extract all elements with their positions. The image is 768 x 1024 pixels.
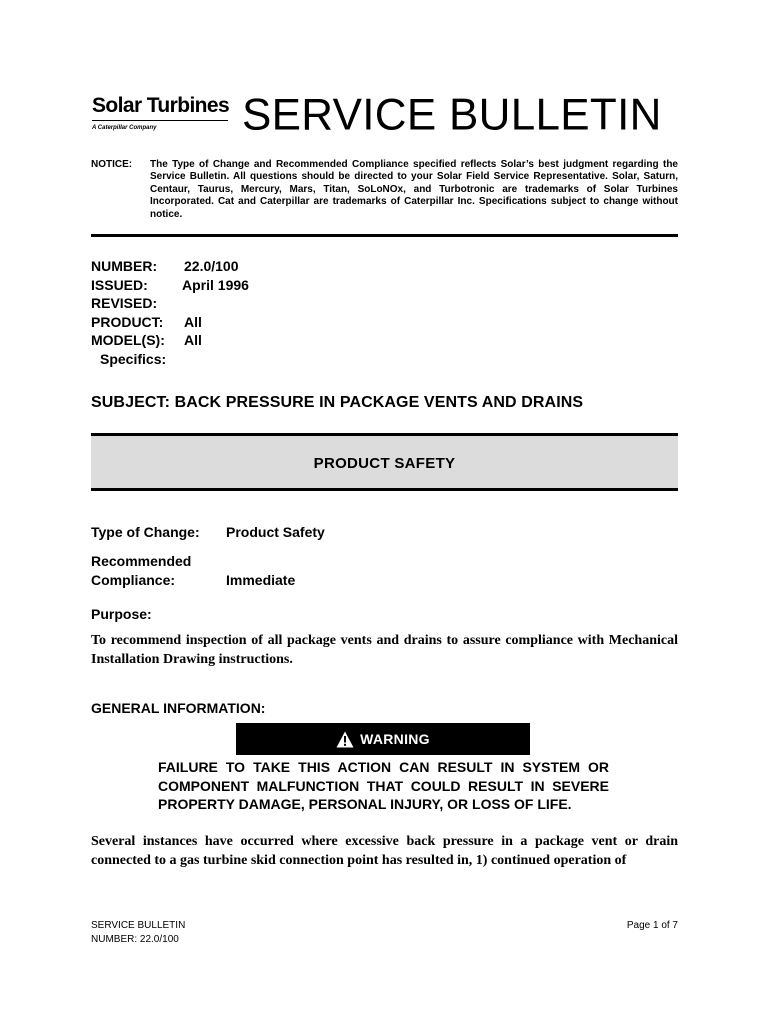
subject-line: SUBJECT: BACK PRESSURE IN PACKAGE VENTS AND DRAINS <box>91 394 584 411</box>
purpose-text: To recommend inspection of all package vents and drains to assure compliance with Mechanical Installation Drawing instructions. <box>91 633 678 667</box>
warning-banner <box>236 723 530 755</box>
compliance-label-line-1: Recommended <box>91 553 192 569</box>
issued-label: ISSUED: <box>91 277 148 293</box>
warning-text: FAILURE TO TAKE THIS ACTION CAN RESULT IN SYSTEM OR COMPONENT MALFUNCTION THAT COULD RESULT IN SEVERE PROPERTY DAMAGE, PERSONAL INJURY, OR LOSS OF LIFE. <box>158 759 609 812</box>
warning-label: WARNING <box>360 731 430 747</box>
warning-triangle-icon <box>336 731 354 748</box>
models-value: All <box>184 332 202 348</box>
issued-value: April 1996 <box>182 277 249 293</box>
header-divider <box>91 234 678 237</box>
compliance-value: Immediate <box>226 572 296 588</box>
product-label: PRODUCT: <box>91 314 164 330</box>
models-label: MODEL(S): <box>91 332 165 348</box>
page-indicator: Page 1 of 7 <box>626 920 678 931</box>
type-of-change-value: Product Safety <box>226 524 325 540</box>
company-tagline: A Caterpillar Company <box>92 125 157 131</box>
product-safety-banner <box>91 433 678 491</box>
logo-divider <box>92 120 228 121</box>
purpose-label: Purpose: <box>91 606 152 622</box>
footer-number: NUMBER: 22.0/100 <box>91 934 179 945</box>
specifics-label: Specifics: <box>100 351 167 367</box>
type-of-change-label: Type of Change: <box>91 524 200 540</box>
notice-text: The Type of Change and Recommended Compliance specified reflects Solar’s best judgment regarding the Service Bulletin. All questions should be directed to your Solar Field Service Representative. Solar, Saturn, Centaur, Taurus, Mercury, Mars, Titan, SoLoNOx, and Turbotronic are trademarks of Solar Turbines Incorporated. Cat and Caterpillar are trademarks of Caterpillar Inc. Specifications subject to change without notice. <box>150 159 678 220</box>
product-value: All <box>184 314 202 330</box>
banner-label: PRODUCT SAFETY <box>313 455 456 472</box>
company-logo: Solar Turbines <box>92 94 230 117</box>
number-value: 22.0/100 <box>184 258 239 274</box>
number-label: NUMBER: <box>91 258 158 274</box>
footer-title: SERVICE BULLETIN <box>91 920 186 931</box>
general-information-heading: GENERAL INFORMATION: <box>91 700 266 716</box>
compliance-label-line-2: Compliance: <box>91 572 176 588</box>
general-body-text: Several instances have occurred where excessive back pressure in a package vent or drain connected to a gas turbine skid connection point has resulted in, 1) continued operation of <box>91 834 678 868</box>
document-title: SERVICE BULLETIN <box>242 89 662 140</box>
notice-label: NOTICE: <box>91 159 133 170</box>
revised-label: REVISED: <box>91 295 158 311</box>
